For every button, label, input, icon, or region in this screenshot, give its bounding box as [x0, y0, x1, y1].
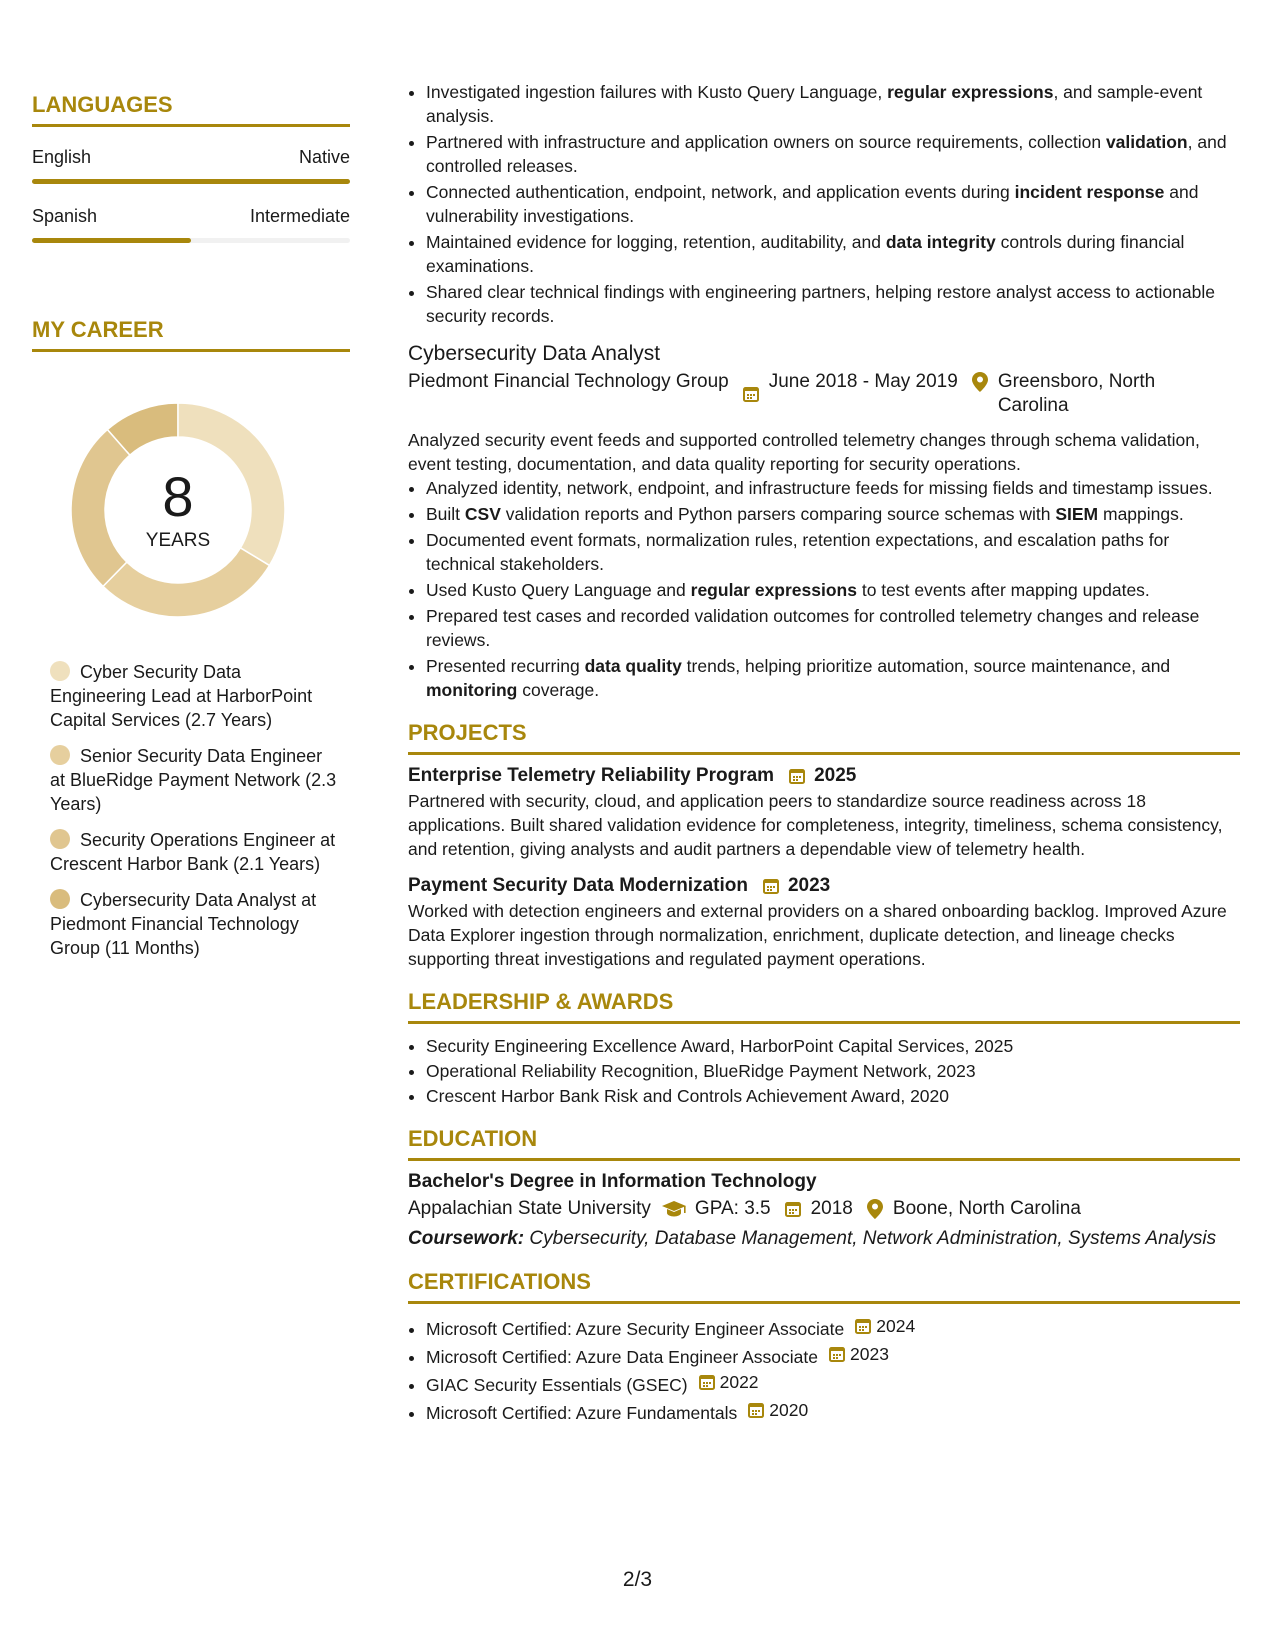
- language-name: English: [32, 147, 92, 167]
- certification-date: [828, 1342, 889, 1366]
- career-total-unit: YEARS: [145, 530, 211, 551]
- bullet-text: validation reports and Python parsers comparing source schemas with: [500, 504, 1056, 524]
- certification-item: [426, 1370, 1240, 1397]
- bullet-text: controls during financial examinations.: [426, 232, 1185, 276]
- bullet-item: [426, 502, 1240, 526]
- career-legend: [50, 660, 340, 960]
- language-bar-fill: [32, 238, 191, 243]
- job-company: Piedmont Financial Technology Group: [408, 371, 729, 392]
- job-meta: [408, 370, 1240, 418]
- languages-heading: LANGUAGES: [32, 92, 350, 127]
- legend-label: Security Operations Engineer at Crescent Harbor Bank (2.1 Years): [50, 830, 336, 874]
- project-description: Worked with detection engineers and external providers on a shared onboarding backlog. Improved Azure Data Explorer ingestion through normalization, enrichment, duplicate detection, and lineage checks supporting threat investigations and regulated payment operations.: [408, 901, 1227, 969]
- projects-heading: PROJECTS: [408, 720, 1240, 755]
- career-legend-item: [50, 828, 340, 876]
- languages-list: [32, 147, 350, 243]
- bullet-item: [426, 180, 1240, 228]
- bullet-text: coverage.: [517, 680, 600, 700]
- certification-name: Microsoft Certified: Azure Data Engineer Associate: [426, 1347, 818, 1367]
- career-total-years: 8: [162, 465, 194, 528]
- certification-item: [426, 1342, 1240, 1369]
- bullet-text: Prepared test cases and recorded validation outcomes for controlled telemetry changes and release reviews.: [426, 606, 1200, 650]
- calendar-icon: [698, 1373, 716, 1391]
- bullet-text: Built: [426, 504, 465, 524]
- calendar-icon: [741, 370, 761, 418]
- certification-date: [698, 1370, 759, 1394]
- coursework-text: Cybersecurity, Database Management, Network Administration, Systems Analysis: [524, 1228, 1217, 1249]
- education-location: Boone, North Carolina: [892, 1198, 1081, 1219]
- bold-keyword: data quality: [584, 656, 682, 676]
- bold-keyword: CSV: [464, 504, 501, 524]
- project-year: 2025: [814, 765, 857, 786]
- certification-item: [426, 1398, 1240, 1425]
- education-meta: [408, 1197, 1240, 1221]
- bullet-text: trends, helping prioritize automation, source maintenance, and: [681, 656, 1171, 676]
- coursework-label: Coursework:: [408, 1228, 525, 1249]
- left-column: [32, 92, 350, 972]
- bullet-text: Investigated ingestion failures with Kusto Query Language,: [426, 82, 888, 102]
- language-level: Native: [298, 147, 350, 167]
- career-legend-item: [50, 888, 340, 960]
- legend-dot: [50, 889, 70, 909]
- job-title: Cybersecurity Data Analyst: [408, 342, 661, 365]
- career-donut-chart: [64, 396, 292, 624]
- bullet-text: Partnered with infrastructure and application owners on source requirements, collection: [426, 132, 1106, 152]
- bold-keyword: regular expressions: [887, 82, 1054, 102]
- education-school: Appalachian State University: [408, 1198, 651, 1219]
- location-pin-icon: [970, 370, 990, 418]
- certification-year: 2023: [850, 1344, 889, 1364]
- bold-keyword: SIEM: [1055, 504, 1099, 524]
- right-column: [408, 80, 1240, 1426]
- bullet-text: Shared clear technical findings with engineering partners, helping restore analyst access to actionable security records.: [426, 282, 1215, 326]
- bullet-text: mappings.: [1098, 504, 1184, 524]
- calendar-icon: [783, 1197, 803, 1221]
- job-summary: Analyzed security event feeds and supported controlled telemetry changes through schema validation, event testing, documentation, and data quality reporting for security operations.: [408, 430, 1200, 474]
- bullet-item: [426, 604, 1240, 652]
- career-heading: MY CAREER: [32, 317, 350, 352]
- donut-center: [64, 396, 292, 624]
- legend-label: Cybersecurity Data Analyst at Piedmont Financial Technology Group (11 Months): [50, 890, 317, 958]
- education-heading: EDUCATION: [408, 1126, 1240, 1161]
- bullet-item: [426, 528, 1240, 576]
- certification-date: [747, 1398, 808, 1422]
- language-bar: [32, 238, 350, 243]
- education-gpa: GPA: 3.5: [694, 1198, 771, 1219]
- certification-date: [854, 1314, 915, 1338]
- previous-job-bullets: [408, 80, 1240, 328]
- legend-dot: [50, 829, 70, 849]
- legend-label: Cyber Security Data Engineering Lead at HarborPoint Capital Services (2.7 Years): [50, 662, 313, 730]
- certification-year: 2020: [769, 1400, 809, 1420]
- language-name: Spanish: [32, 206, 98, 226]
- career-legend-item: [50, 660, 340, 732]
- bullet-text: and vulnerability investigations.: [426, 182, 1199, 226]
- education-coursework: [408, 1227, 1240, 1251]
- language-level: Intermediate: [249, 206, 350, 226]
- certification-item: [426, 1314, 1240, 1341]
- education-year: 2018: [810, 1198, 853, 1219]
- certification-year: 2022: [719, 1372, 759, 1392]
- bold-keyword: data integrity: [885, 232, 996, 252]
- graduation-cap-icon: [661, 1197, 687, 1221]
- legend-label: Senior Security Data Engineer at BlueRidge Payment Network (2.3 Years): [50, 746, 337, 814]
- page-number: 2/3: [622, 1568, 653, 1591]
- certification-name: Microsoft Certified: Azure Security Engineer Associate: [426, 1319, 845, 1339]
- bullet-item: [426, 130, 1240, 178]
- project-title: [408, 875, 1240, 897]
- job-bullets: [408, 476, 1240, 702]
- bullet-item: [426, 654, 1240, 702]
- bullet-text: , and sample-event analysis.: [426, 82, 1203, 126]
- project-description: Partnered with security, cloud, and application peers to standardize source readiness across 18 applications. Built shared validation evidence for completeness, integrity, timeliness, schema consistency, and retention, giving analysts and audit partners a dependable view of telemetry health.: [408, 791, 1223, 859]
- leadership-heading: LEADERSHIP & AWARDS: [408, 989, 1240, 1024]
- language-row: [32, 206, 350, 227]
- location-pin-icon: [865, 1197, 885, 1221]
- bullet-text: to test events after mapping updates.: [856, 580, 1150, 600]
- bullet-text: Documented event formats, normalization rules, retention expectations, and escalation paths for technical stakeholders.: [426, 530, 1170, 574]
- project-title: [408, 765, 1240, 787]
- certification-year: 2024: [876, 1316, 916, 1336]
- career-legend-item: [50, 744, 340, 816]
- bullet-text: , and controlled releases.: [426, 132, 1227, 176]
- education-degree: Bachelor's Degree in Information Technology: [408, 1171, 817, 1192]
- award-item: • Security Engineering Excellence Award, HarborPoint Capital Services, 2025: [426, 1034, 1240, 1058]
- calendar-icon: [854, 1317, 872, 1335]
- award-item: • Crescent Harbor Bank Risk and Controls Achievement Award, 2020: [426, 1084, 1240, 1108]
- calendar-icon: [828, 1345, 846, 1363]
- project-year: 2023: [787, 875, 831, 896]
- bold-keyword: regular expressions: [690, 580, 857, 600]
- language-row: [32, 147, 350, 168]
- project-name: Enterprise Telemetry Reliability Program: [408, 765, 775, 786]
- bullet-text: Used Kusto Query Language and: [426, 580, 691, 600]
- bullet-text: Presented recurring: [426, 656, 585, 676]
- job-location: Greensboro, North Carolina: [997, 371, 1156, 416]
- project-name: Payment Security Data Modernization: [408, 875, 748, 896]
- certification-name: GIAC Security Essentials (GSEC): [426, 1375, 688, 1395]
- job-dates: June 2018 - May 2019: [768, 371, 958, 392]
- language-bar: [32, 179, 350, 184]
- bullet-item: [426, 80, 1240, 128]
- bold-keyword: monitoring: [426, 680, 518, 700]
- award-item: • Operational Reliability Recognition, BlueRidge Payment Network, 2023: [426, 1059, 1240, 1083]
- certifications-heading: CERTIFICATIONS: [408, 1269, 1240, 1304]
- certification-name: Microsoft Certified: Azure Fundamentals: [426, 1403, 738, 1423]
- bullet-text: Analyzed identity, network, endpoint, and infrastructure feeds for missing fields and timestamp issues.: [426, 478, 1213, 498]
- language-bar-fill: [32, 179, 350, 184]
- bullet-item: [426, 280, 1240, 328]
- calendar-icon: [788, 767, 806, 785]
- bullet-item: [426, 578, 1240, 602]
- bullet-item: [426, 230, 1240, 278]
- bullet-text: Maintained evidence for logging, retention, auditability, and: [426, 232, 886, 252]
- certifications-list: [408, 1314, 1240, 1425]
- leadership-list: [408, 1034, 1240, 1108]
- legend-dot: [50, 745, 70, 765]
- bullet-item: [426, 476, 1240, 500]
- calendar-icon: [747, 1401, 765, 1419]
- legend-dot: [50, 661, 70, 681]
- bold-keyword: validation: [1105, 132, 1188, 152]
- bullet-text: Connected authentication, endpoint, network, and application events during: [426, 182, 1015, 202]
- projects-list: [408, 765, 1240, 971]
- calendar-icon: [762, 877, 780, 895]
- bold-keyword: incident response: [1014, 182, 1165, 202]
